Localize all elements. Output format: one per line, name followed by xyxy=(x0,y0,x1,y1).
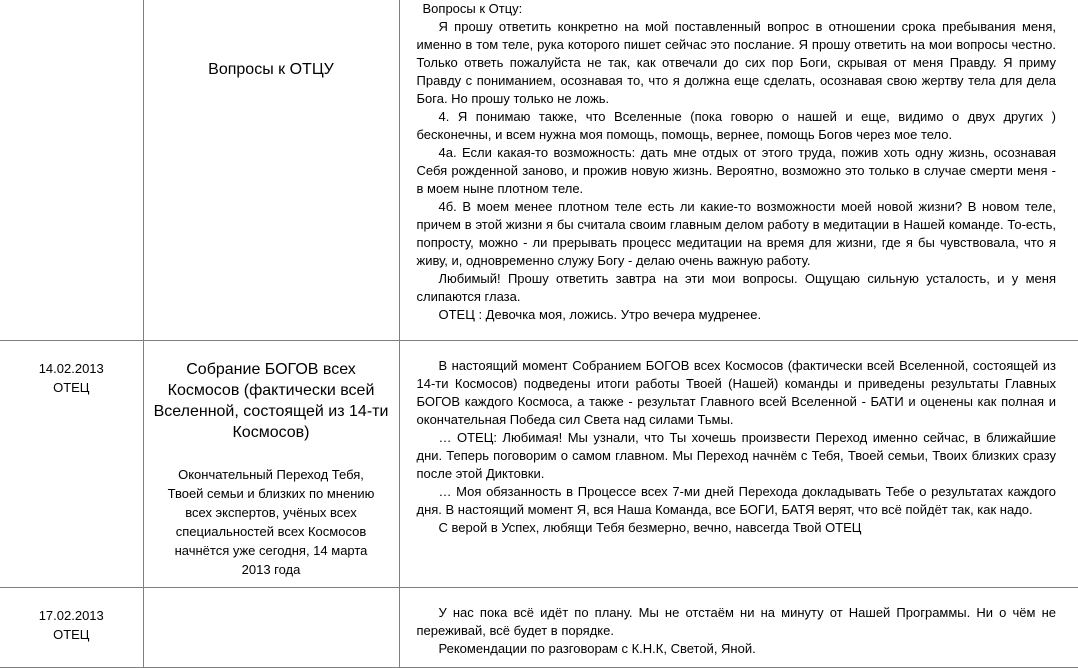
paragraph: С верой в Успех, любящи Тебя безмерно, вечно, навсегда Твой ОТЕЦ xyxy=(438,520,862,535)
table-row xyxy=(0,341,1078,588)
table-row xyxy=(0,588,1078,668)
row-author: ОТЕЦ xyxy=(53,380,90,395)
paragraph: ОТЕЦ : Девочка моя, ложись. Утро вечера мудренее. xyxy=(438,307,762,322)
date-cell xyxy=(0,0,143,341)
paragraph: Я прошу ответить конкретно на мой поставленный вопрос в отношении срока пребывания меня, именно в том теле, рука которого пишет сейчас это послание. Я прошу ответить на мои вопросы честно. Только ответь пожалуйста не так, как отвечали до сих пор Боги, скрывая от меня Правду. Я приму Правду с пониманием, осознавая то, что я должна еще сделать, осознавая свою жертву тела для дела Бога. Но прошу только не ложь. xyxy=(416,19,1056,106)
topic-cell xyxy=(143,0,399,341)
paragraph: … ОТЕЦ: Любимая! Мы узнали, что Ты хочешь произвести Переход именно сейчас, в ближайшие дни. Теперь поговорим о самом главном. Мы Переход начнём с Тебя, Твоей семьи, Твоих близких сразу после этой Диктовки. xyxy=(416,430,1056,481)
paragraph: У нас пока всё идёт по плану. Мы не отстаём ни на минуту от Нашей Программы. Ни о чём не переживай, всё будет в порядке. xyxy=(416,605,1056,638)
topic-cell xyxy=(143,341,399,588)
paragraph: 4а. Если какая-то возможность: дать мне отдых от этого труда, пожив хоть одну жизнь, осознавая Себя рожденной заново, и прожив новую жизнь. Вероятно, возможно это только в случае смерти меня - в моем ныне плотном теле. xyxy=(416,145,1056,196)
row-topic: Вопросы к ОТЦУ xyxy=(208,61,334,78)
row-topic-subtitle: Окончательный Переход Тебя, Твоей семьи и близких по мнению всех экспертов, учёных всех специальностей всех Космосов начнётся уже сегодня, 14 марта 2013 года xyxy=(167,467,375,577)
date-cell xyxy=(0,341,143,588)
text-cell xyxy=(399,0,1078,341)
paragraph-heading: Вопросы к Отцу: xyxy=(422,1,523,16)
text-cell xyxy=(399,588,1078,668)
date-cell xyxy=(0,588,143,668)
row-date: 14.02.2013 xyxy=(38,361,104,376)
paragraph: … Моя обязанность в Процессе всех 7-ми дней Перехода докладывать Тебе о результатах каждого дня. В настоящий момент Я, вся Наша Команда, все БОГИ, БАТЯ верят, что всё пойдёт так, как надо. xyxy=(416,484,1056,517)
paragraph: В настоящий момент Собранием БОГОВ всех Космосов (фактически всей Вселенной, состоящей из 14-ти Космосов) подведены итоги работы Твоей (Нашей) команды и приведены результаты Главных БОГОВ каждого Космоса, а также - результат Главного всей Вселенной - БАТИ и оценены как полная и окончательная Победа сил Света над силами Тьмы. xyxy=(416,358,1056,427)
text-cell xyxy=(399,341,1078,588)
paragraph: 4б. В моем менее плотном теле есть ли какие-то возможности моей новой жизни? В новом теле, причем в этой жизни я бы считала своим главным делом работу в медитации в Нашей команде. То-есть, попросту, можно - ли прерывать процесс медитации на время для жизни, где я бы чувствовала, что я живу, и, одновременно служу Богу - делаю очень важную работу. xyxy=(416,199,1056,268)
row-author: ОТЕЦ xyxy=(53,627,90,642)
topic-cell xyxy=(143,588,399,668)
paragraph: Любимый! Прошу ответить завтра на эти мои вопросы. Ощущаю сильную усталость, и у меня слипаются глаза. xyxy=(416,271,1056,304)
paragraph: Рекомендации по разговорам с К.Н.К, Светой, Яной. xyxy=(438,641,756,656)
paragraph: 4. Я понимаю также, что Вселенные (пока говорю о нашей и еще, видимо о двух других ) бесконечны, и всем нужна моя помощь, помощь, вернее, помощь Богов через мое тело. xyxy=(416,109,1056,142)
row-topic: Собрание БОГОВ всех Космосов (фактически всей Вселенной, состоящей из 14-ти Космосов) xyxy=(153,361,389,441)
row-date: 17.02.2013 xyxy=(38,608,104,623)
row-topic xyxy=(144,588,399,606)
